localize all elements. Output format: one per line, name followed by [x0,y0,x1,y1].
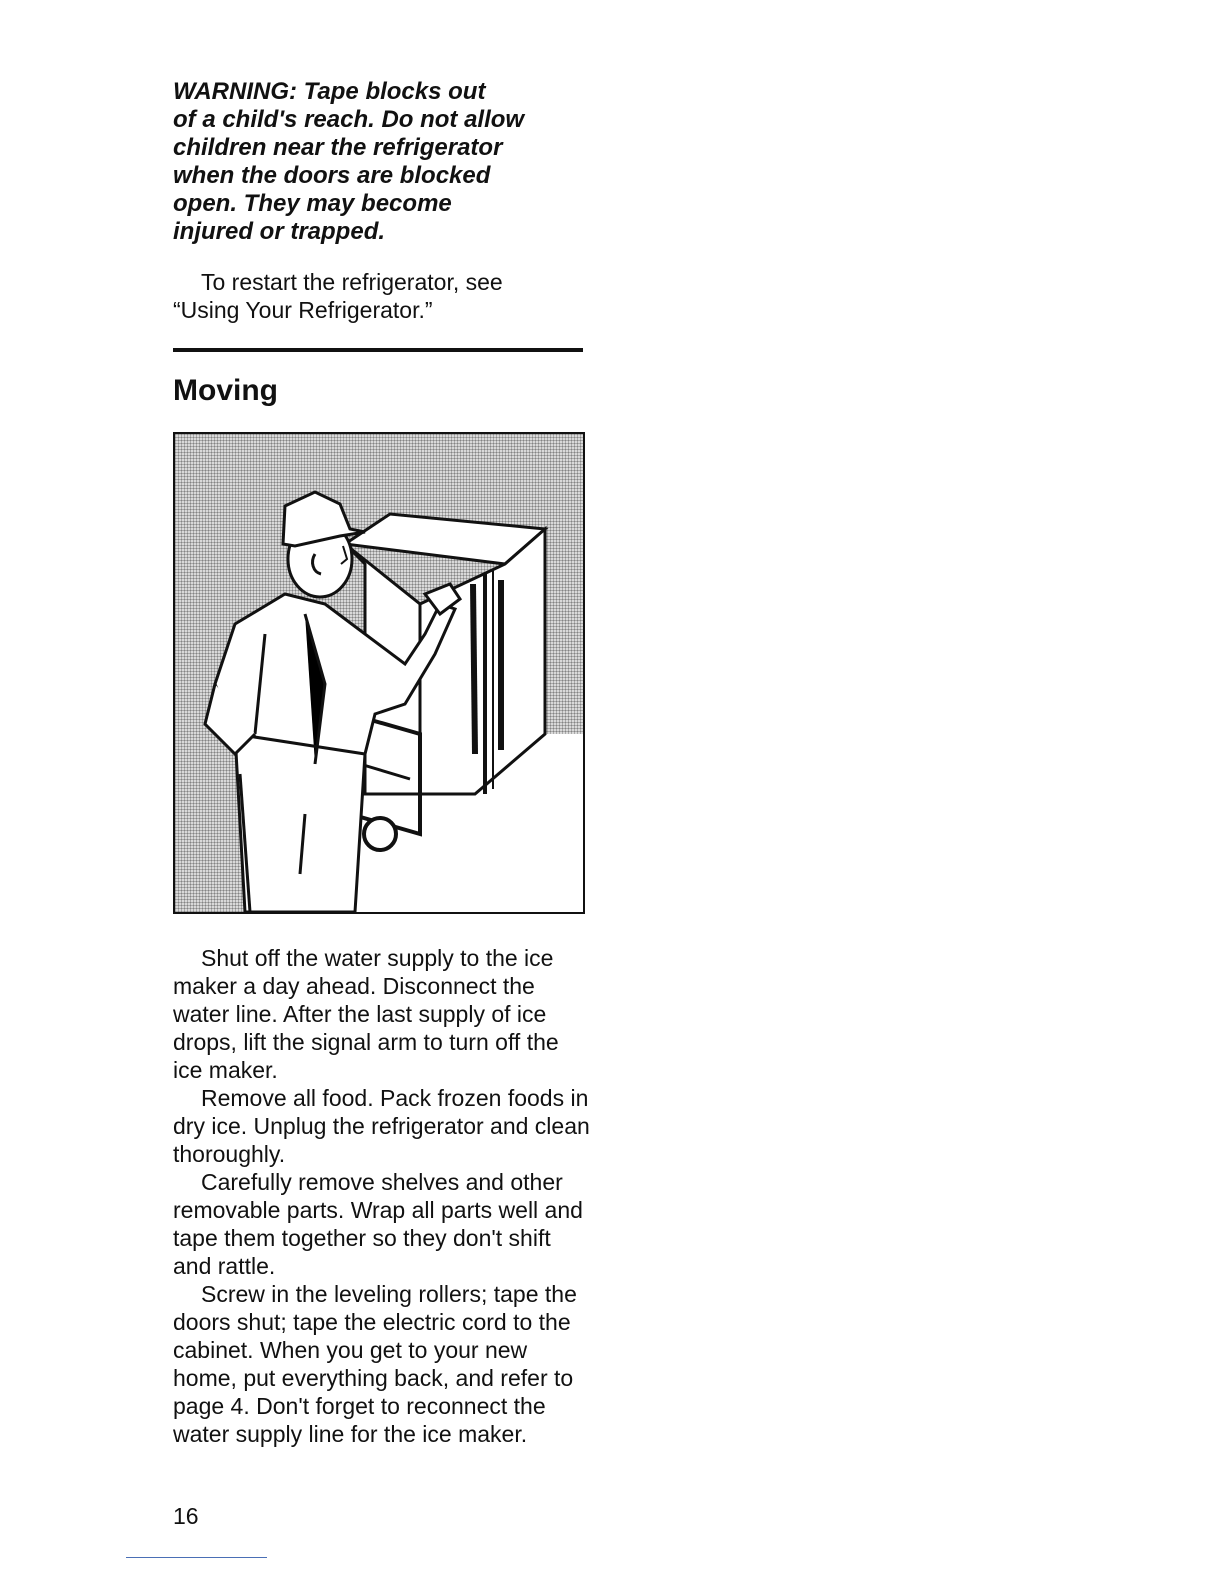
footer-line [126,1557,267,1558]
moving-illustration [173,432,585,914]
warning-line: of a child's reach. Do not allow [173,106,525,133]
instruction-paragraph: Remove all food. Pack frozen foods in dry ice. Unplug the refrigerator and clean thoroughly. [173,1085,590,1167]
warning-line: open. They may become [173,190,452,217]
content-column [173,78,593,1448]
page-number: 16 [173,1503,199,1529]
warning-line: when the doors are blocked [173,162,491,189]
instruction-paragraph: Carefully remove shelves and other removable parts. Wrap all parts well and tape them together so they don't shift and rattle. [173,1169,583,1279]
warning-block [173,78,593,246]
warning-line: WARNING: Tape blocks out [173,78,486,105]
moving-instructions [173,944,593,1448]
section-heading: Moving [173,374,278,407]
instruction-paragraph: Screw in the leveling rollers; tape the doors shut; tape the electric cord to the cabinet. When you get to your new home, put everything back, and refer to page 4. Don't forget to reconnect the water supply line for the ice maker. [173,1281,577,1447]
mover-with-refrigerator-illustration-icon [175,434,583,912]
section-divider [173,348,583,352]
instruction-paragraph: Shut off the water supply to the ice maker a day ahead. Disconnect the water line. After the last supply of ice drops, lift the signal arm to turn off the ice maker. [173,945,559,1083]
warning-line: injured or trapped. [173,218,386,245]
restart-instruction: To restart the refrigerator, see “Using Your Refrigerator.” [173,269,503,323]
warning-line: children near the refrigerator [173,134,503,161]
